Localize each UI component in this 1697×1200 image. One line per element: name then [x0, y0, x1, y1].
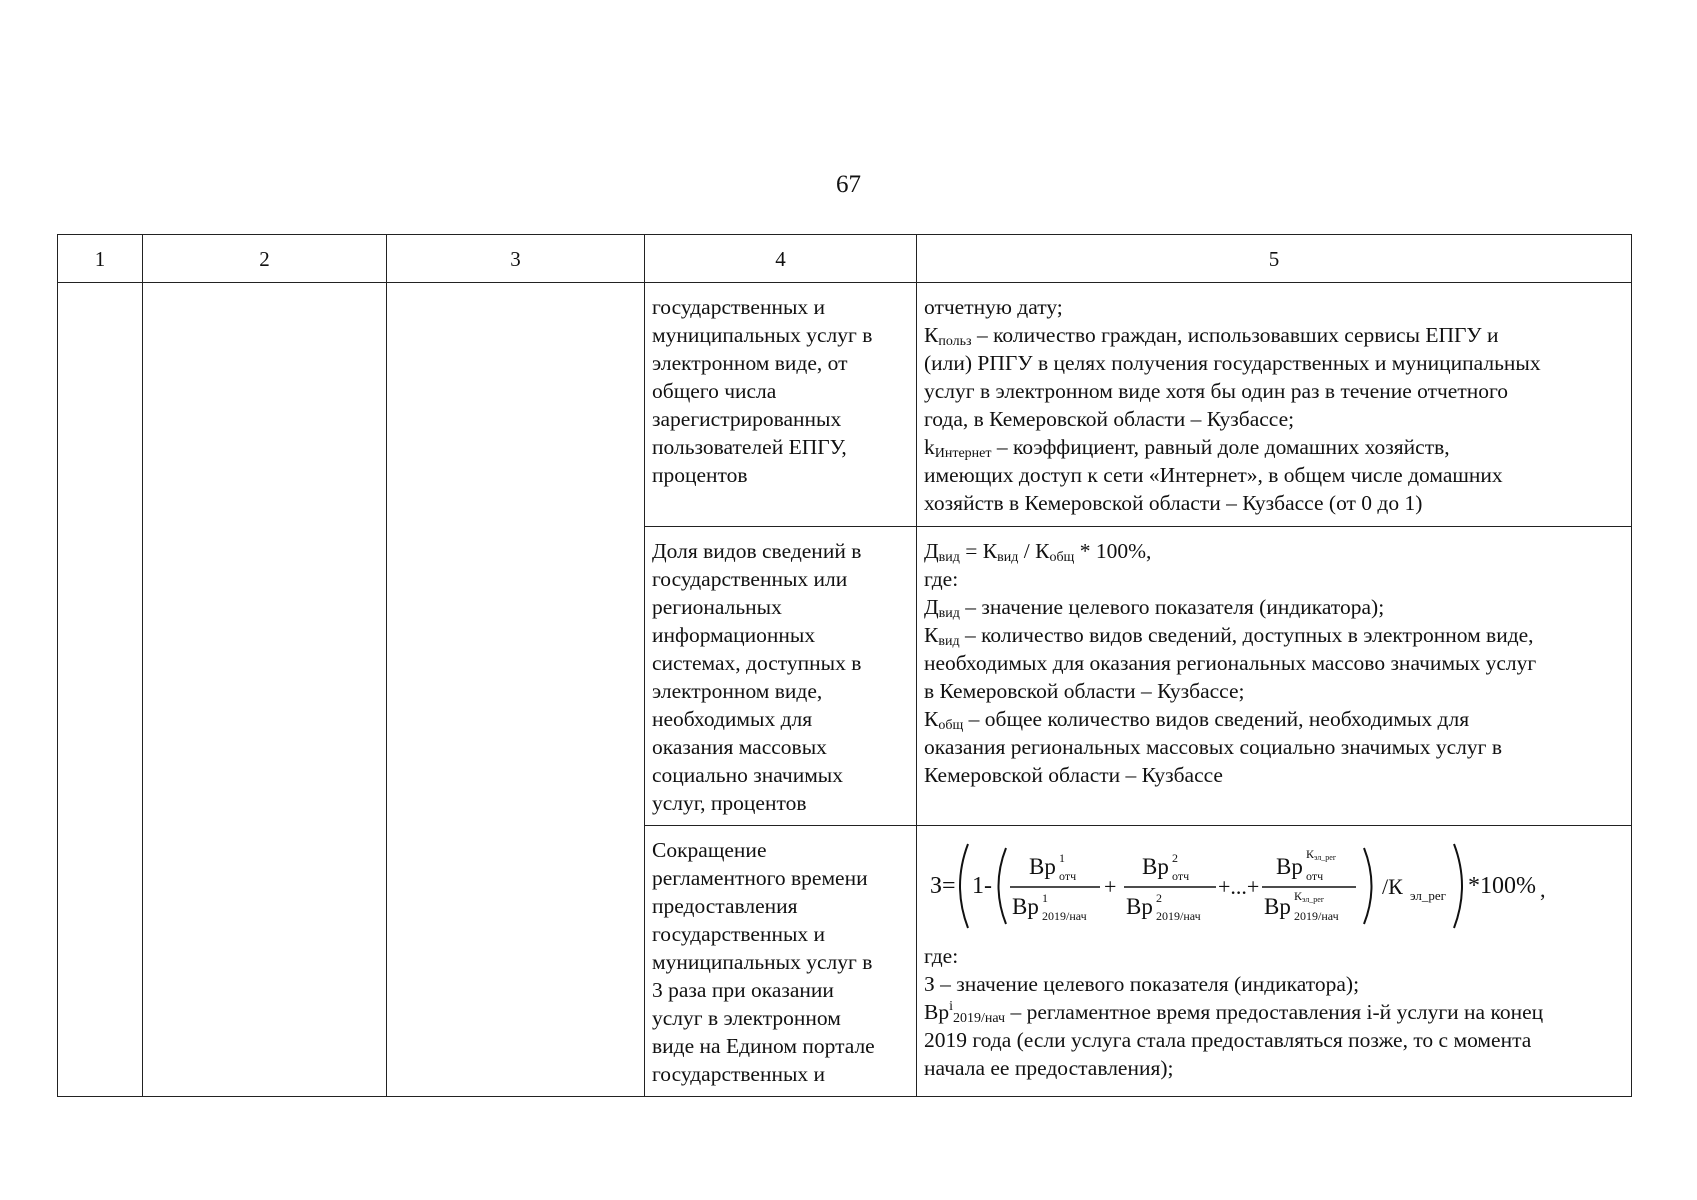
k-internet-subscript: Интернет [934, 446, 992, 461]
bp-superscript: i [949, 999, 953, 1014]
text-line: услуг в электронном [652, 1006, 841, 1030]
text-line: электронном виде, от [652, 351, 848, 375]
header-col-5: 5 [917, 235, 1632, 283]
text-fragment: = К [959, 539, 998, 563]
formula-div: /К [1382, 874, 1403, 899]
k-polz-subscript: польз [938, 334, 972, 349]
reduction-formula [924, 830, 1624, 942]
text-line: оказания массовых [652, 735, 827, 759]
d-symbol: Д [924, 539, 939, 563]
bp-symbol: Вр [924, 1000, 950, 1024]
frack-den-bp: Вр [1264, 894, 1291, 919]
formula-one-minus: 1- [972, 873, 992, 899]
text-line [924, 433, 1624, 461]
formula-line [924, 537, 1624, 565]
text-line: необходимых для [652, 707, 813, 731]
text-line: услуг, процентов [652, 791, 807, 815]
text-line: Доля видов сведений в [652, 539, 862, 563]
header-col-2: 2 [143, 235, 387, 283]
k-subscript: вид [938, 634, 960, 649]
text-line [924, 998, 1624, 1026]
k-vid-subscript: вид [997, 550, 1019, 565]
frac2-den-sub: 2019/нач [1156, 909, 1201, 923]
text-line: 2019 года (если услуга стала предоставляться позже, то с момента [924, 1028, 1532, 1052]
formula-div-sub: эл_рег [1410, 888, 1446, 903]
text-line: системах, доступных в [652, 651, 862, 675]
text-fragment: / К [1018, 539, 1050, 563]
outer-left-paren [960, 844, 968, 928]
text-fragment: – коэффициент, равный доле домашних хозяйств, [991, 435, 1450, 459]
text-line: зарегистрированных [652, 407, 842, 431]
header-col-3: 3 [387, 235, 645, 283]
k-symbol: К [924, 623, 939, 647]
indicator-name-cell [645, 527, 917, 826]
text-line: где: [924, 567, 959, 591]
formula-plus: + [1104, 874, 1117, 899]
frac1-num-sub: отч [1059, 869, 1077, 883]
cell-col-3 [387, 283, 645, 1097]
text-line: (или) РПГУ в целях получения государственных и муниципальных [924, 351, 1541, 375]
text-line: виде на Едином портале [652, 1034, 875, 1058]
text-line [924, 705, 1624, 733]
text-line: где: [924, 944, 959, 968]
table-row [58, 283, 1632, 527]
text-line: государственных и [652, 922, 826, 946]
text-fragment: * 100%, [1074, 539, 1152, 563]
text-line: имеющих доступ к сети «Интернет», в общем числе домашних [924, 463, 1503, 487]
frac2-den-bp: Вр [1126, 894, 1153, 919]
text-line: оказания региональных массовых социально значимых услуг в [924, 735, 1502, 759]
text-line: 3 раза при оказании [652, 978, 834, 1002]
frack-num-bp: Вр [1276, 854, 1303, 879]
method-cell [917, 826, 1632, 1097]
indicator-name-cell [645, 283, 917, 527]
k-internet-symbol: k [924, 435, 935, 459]
text-line: Кемеровской области – Кузбассе [924, 763, 1223, 787]
text-fragment: – значение целевого показателя (индикатора); [959, 595, 1385, 619]
formula-tail: *100% [1468, 873, 1536, 899]
text-line: информационных [652, 623, 816, 647]
text-line: муниципальных услуг в [652, 950, 873, 974]
text-line: необходимых для оказания региональных массово значимых услуг [924, 651, 1537, 675]
text-line: электронном виде, [652, 679, 823, 703]
text-line: отчетную дату; [924, 295, 1063, 319]
cell-col-2 [143, 283, 387, 1097]
inner-right-paren [1364, 848, 1372, 924]
frack-den-sup: К [1294, 889, 1303, 903]
d-subscript: вид [938, 550, 960, 565]
text-line: государственных и [652, 1062, 826, 1086]
text-line: регламентного времени [652, 866, 868, 890]
frac2-num-sup: 2 [1172, 851, 1178, 865]
text-line: процентов [652, 463, 748, 487]
text-fragment: – общее количество видов сведений, необходимых для [963, 707, 1470, 731]
text-line: общего числа [652, 379, 777, 403]
text-line: начала ее предоставления); [924, 1056, 1174, 1080]
k-polz-symbol: К [924, 323, 939, 347]
cell-col-1 [58, 283, 143, 1097]
frac1-num-bp: Вр [1029, 854, 1056, 879]
outer-right-paren [1454, 844, 1462, 928]
formula-lhs: З= [930, 873, 956, 899]
text-line [924, 593, 1624, 621]
text-line: услуг в электронном виде хотя бы один раз в течение отчетного [924, 379, 1509, 403]
text-fragment: – регламентное время предоставления i-й услуги на конец [1005, 1000, 1544, 1024]
frac2-den-sup: 2 [1156, 891, 1162, 905]
k-obsh-symbol: К [924, 707, 939, 731]
frack-num-sup-sub: эл_рег [1314, 853, 1337, 862]
text-line: З – значение целевого показателя (индикатора); [924, 972, 1360, 996]
frac2-num-sub: отч [1172, 869, 1190, 883]
header-row [58, 235, 1632, 283]
formula-graphic [924, 838, 1624, 934]
frack-num-sub: отч [1306, 869, 1324, 883]
inner-left-paren [999, 848, 1007, 924]
frac1-num-sup: 1 [1059, 851, 1065, 865]
text-line: предоставления [652, 894, 798, 918]
d-subscript: вид [938, 606, 960, 621]
frac1-den-sub: 2019/нач [1042, 909, 1087, 923]
frac1-den-sup: 1 [1042, 891, 1048, 905]
method-cell [917, 527, 1632, 826]
frac1-den-bp: Вр [1012, 894, 1039, 919]
frac2-num-bp: Вр [1142, 854, 1169, 879]
text-line: года, в Кемеровской области – Кузбассе; [924, 407, 1295, 431]
text-line: государственных или [652, 567, 848, 591]
k-obsh-subscript: общ [938, 718, 964, 733]
text-fragment: – количество граждан, использовавших сервисы ЕПГУ и [971, 323, 1499, 347]
text-line: государственных и [652, 295, 826, 319]
text-line [924, 621, 1624, 649]
text-line [924, 321, 1624, 349]
frack-den-sup-sub: эл_рег [1302, 895, 1325, 904]
header-col-1: 1 [58, 235, 143, 283]
text-line: Сокращение [652, 838, 767, 862]
indicators-table [57, 234, 1632, 1097]
frack-den-sub: 2019/нач [1294, 909, 1339, 923]
header-col-4: 4 [645, 235, 917, 283]
method-cell [917, 283, 1632, 527]
bp-subscript: 2019/нач [952, 1011, 1006, 1026]
page-number: 67 [836, 171, 861, 198]
formula-comma: , [1540, 877, 1546, 902]
k-obsh-subscript: общ [1049, 550, 1075, 565]
text-line: пользователей ЕПГУ, [652, 435, 847, 459]
frack-num-sup: К [1306, 847, 1315, 861]
text-line: в Кемеровской области – Кузбассе; [924, 679, 1245, 703]
d-symbol: Д [924, 595, 939, 619]
text-line: муниципальных услуг в [652, 323, 873, 347]
text-fragment: – количество видов сведений, доступных в электронном виде, [959, 623, 1534, 647]
indicator-name-cell [645, 826, 917, 1097]
text-line: социально значимых [652, 763, 844, 787]
formula-dots: +...+ [1218, 874, 1260, 899]
text-line: региональных [652, 595, 782, 619]
text-line: хозяйств в Кемеровской области – Кузбассе (от 0 до 1) [924, 491, 1423, 515]
